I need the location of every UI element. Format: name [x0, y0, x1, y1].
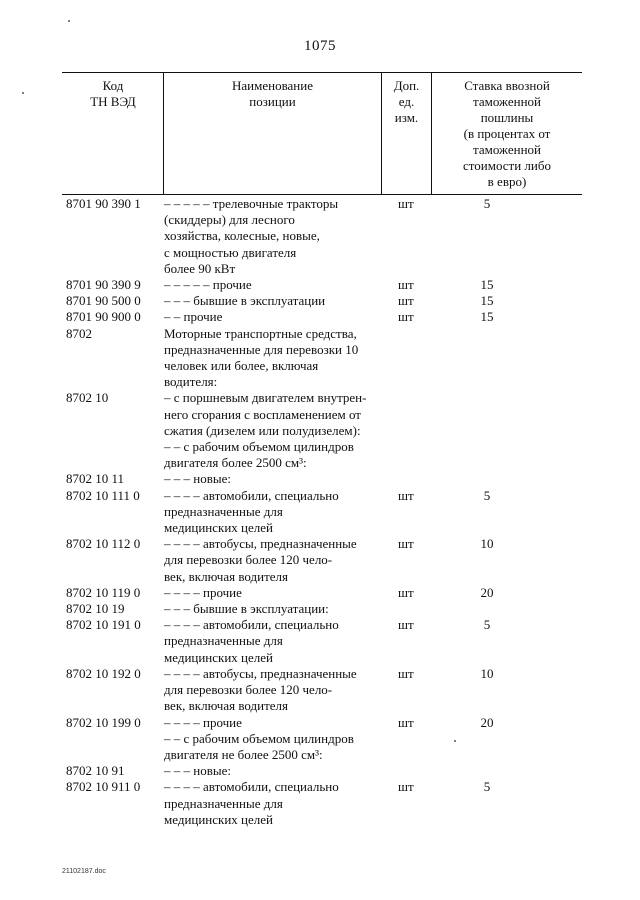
tnved-code: 8702 10 112 0 [66, 536, 141, 552]
position-name-text: – – – – прочие – – с рабочим объемом цилиндров двигателя не более 2500 см³: [164, 714, 354, 762]
table-row [62, 601, 582, 617]
duty-rate: 15 [480, 309, 494, 325]
position-name-text: – – – новые: [164, 471, 231, 487]
unit-of-measure: шт [398, 617, 414, 633]
scan-speck [22, 92, 24, 94]
position-name-text: – – – – прочие [164, 584, 242, 600]
position-name [164, 536, 382, 585]
table-header-rule [62, 194, 582, 195]
tnved-code: 8702 10 191 0 [66, 617, 141, 633]
table-row [62, 536, 582, 585]
duty-rate: 10 [480, 536, 494, 552]
tnved-code: 8701 90 500 0 [66, 293, 141, 309]
table-row [62, 326, 582, 391]
table-row [62, 390, 582, 471]
table-row [62, 779, 582, 828]
duty-rate: 15 [480, 293, 494, 309]
table-row [62, 715, 582, 764]
unit-of-measure: шт [398, 309, 414, 325]
table-row [62, 617, 582, 666]
position-name-text: – – – – автомобили, специально предназначенные для медицинских целей [164, 617, 339, 665]
duty-rate: 5 [483, 196, 491, 211]
tnved-code: 8702 10 192 0 [66, 665, 141, 681]
position-name [164, 617, 382, 666]
tnved-code: 8702 10 19 [66, 601, 125, 617]
position-name [164, 601, 382, 617]
tnved-code: 8701 90 900 0 [66, 309, 141, 325]
position-name [164, 293, 382, 309]
table-row [62, 471, 582, 487]
position-name [164, 196, 382, 277]
unit-of-measure: шт [398, 665, 414, 681]
duty-rate: 10 [480, 665, 494, 681]
tnved-code: 8701 90 390 9 [66, 277, 141, 293]
table-row [62, 488, 582, 537]
duty-rate: 5 [483, 487, 491, 503]
position-name-text: – с поршневым двигателем внутрен- него сгорания с воспламенением от сжатия (дизелем или полудизелем): – – с рабочим объемом цилиндров двигателя более 2500 см³: [164, 390, 367, 471]
unit-of-measure: шт [398, 277, 414, 293]
position-name [164, 326, 382, 391]
table-row [62, 293, 582, 309]
tnved-code: 8701 90 390 1 [66, 196, 141, 211]
header-unit: Доп. ед. изм. [393, 78, 420, 125]
tnved-code: 8702 10 911 0 [66, 779, 141, 795]
tnved-code: 8702 10 11 [66, 471, 125, 487]
duty-rate: 20 [480, 584, 494, 600]
table-top-rule [62, 72, 582, 73]
position-name-text: – – – – – трелевочные тракторы (скиддеры) для лесного хозяйства, колесные, новые, с мощностью двигателя более 90 кВт [164, 196, 339, 276]
unit-of-measure: шт [398, 584, 414, 600]
duty-rate: 5 [483, 779, 491, 795]
tnved-code: 8702 10 91 [66, 763, 125, 779]
unit-of-measure: шт [398, 196, 414, 211]
position-name [164, 666, 382, 715]
position-name [164, 779, 382, 828]
tnved-code: 8702 10 [66, 390, 109, 406]
position-name [164, 390, 382, 471]
position-name [164, 585, 382, 601]
duty-rate: 5 [483, 617, 491, 633]
header-name: Наименование позиции [232, 78, 313, 109]
unit-of-measure: шт [398, 714, 414, 730]
position-name-text: – – – – автобусы, предназначенные для перевозки более 120 чело- век, включая водителя [164, 536, 357, 584]
position-name-text: – – – – автомобили, специально предназначенные для медицинских целей [164, 779, 339, 827]
table-row [62, 763, 582, 779]
position-name-text: – – – – – прочие [164, 277, 252, 293]
header-duty-rate: Ставка ввозной таможенной пошлины (в процентах от таможенной стоимости либо в евро) [462, 78, 551, 189]
position-name [164, 763, 382, 779]
position-name-text: – – – новые: [164, 763, 231, 779]
unit-of-measure: шт [398, 293, 414, 309]
position-name-text: – – – – автомобили, специально предназначенные для медицинских целей [164, 487, 339, 536]
header-code: Код ТН ВЭД [90, 78, 136, 109]
tnved-code: 8702 10 111 0 [66, 487, 140, 503]
unit-of-measure: шт [398, 487, 414, 503]
duty-rate: 15 [480, 277, 494, 293]
position-name-text: – – прочие [164, 309, 223, 325]
position-name-text: – – – бывшие в эксплуатации [164, 293, 326, 309]
table-row [62, 196, 582, 277]
position-name-text: Моторные транспортные средства, предназначенные для перевозки 10 человек или более, включая водителя: [164, 325, 359, 390]
tnved-code: 8702 10 199 0 [66, 714, 141, 730]
table-row [62, 666, 582, 715]
position-name-text: – – – бывшие в эксплуатации: [164, 601, 329, 617]
duty-rate: 20 [480, 714, 494, 730]
position-name [164, 715, 382, 764]
table-row [62, 277, 582, 293]
tnved-code: 8702 10 119 0 [66, 584, 141, 600]
table-row [62, 309, 582, 325]
position-name [164, 309, 382, 325]
page-number: 1075 [304, 38, 336, 54]
position-name [164, 471, 382, 487]
position-name-text: – – – – автобусы, предназначенные для перевозки более 120 чело- век, включая водителя [164, 665, 357, 714]
document-filename: 21102187.doc [62, 868, 106, 875]
position-name [164, 277, 382, 293]
unit-of-measure: шт [398, 779, 414, 795]
scan-speck [68, 20, 70, 22]
table-row [62, 585, 582, 601]
position-name [164, 488, 382, 537]
tnved-code: 8702 [66, 325, 92, 341]
tariff-table-body [62, 196, 582, 828]
unit-of-measure: шт [398, 536, 414, 552]
